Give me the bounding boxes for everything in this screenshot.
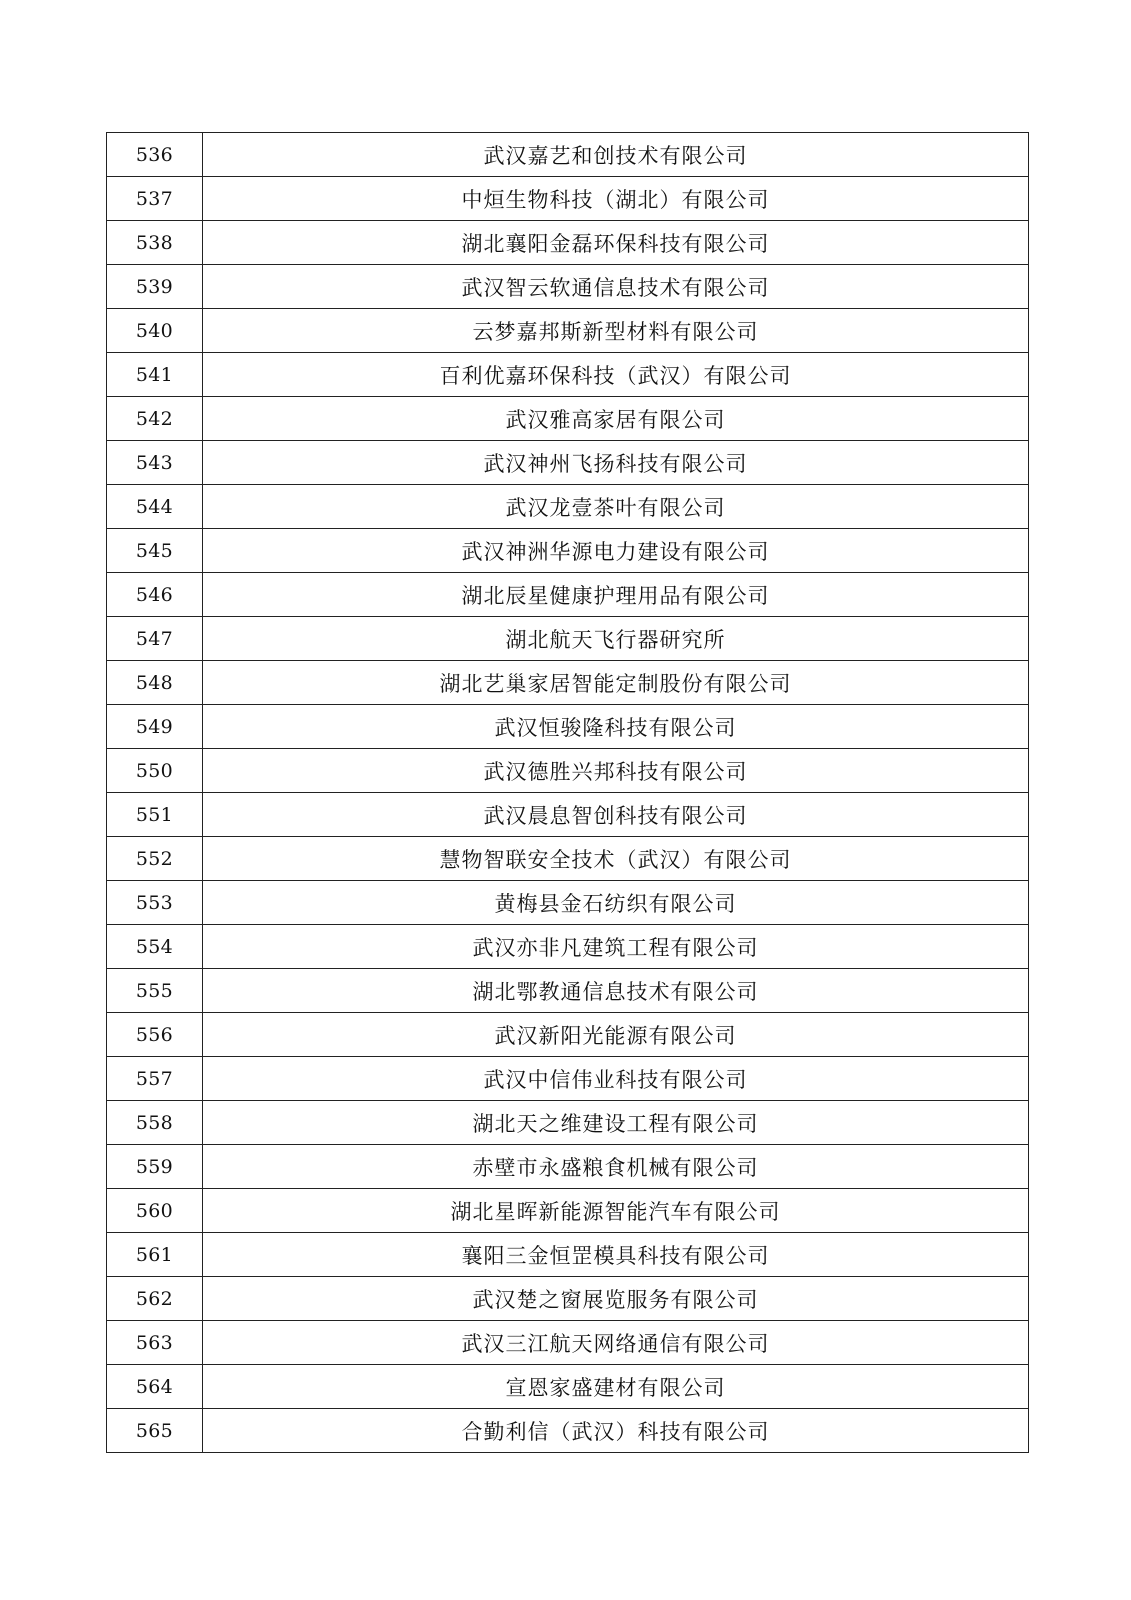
company-list-table <box>106 132 1029 1453</box>
row-number: 547 <box>107 617 203 661</box>
table-row <box>107 705 1029 749</box>
row-number: 543 <box>107 441 203 485</box>
table-row <box>107 661 1029 705</box>
table-row <box>107 529 1029 573</box>
row-number: 553 <box>107 881 203 925</box>
company-name: 合勤利信（武汉）科技有限公司 <box>203 1409 1029 1453</box>
table-row <box>107 177 1029 221</box>
company-name: 襄阳三金恒罡模具科技有限公司 <box>203 1233 1029 1277</box>
table-row <box>107 881 1029 925</box>
table-row <box>107 1145 1029 1189</box>
company-name: 武汉恒骏隆科技有限公司 <box>203 705 1029 749</box>
company-name: 武汉新阳光能源有限公司 <box>203 1013 1029 1057</box>
table-row <box>107 397 1029 441</box>
table-row <box>107 1057 1029 1101</box>
table-row <box>107 925 1029 969</box>
table-row <box>107 1321 1029 1365</box>
company-name: 湖北襄阳金磊环保科技有限公司 <box>203 221 1029 265</box>
table-row <box>107 1365 1029 1409</box>
table-row <box>107 617 1029 661</box>
row-number: 552 <box>107 837 203 881</box>
company-list-body <box>107 133 1029 1453</box>
table-row <box>107 309 1029 353</box>
table-row <box>107 133 1029 177</box>
company-name: 武汉神州飞扬科技有限公司 <box>203 441 1029 485</box>
company-name: 武汉德胜兴邦科技有限公司 <box>203 749 1029 793</box>
company-name: 云梦嘉邦斯新型材料有限公司 <box>203 309 1029 353</box>
table-row <box>107 837 1029 881</box>
row-number: 551 <box>107 793 203 837</box>
company-name: 湖北辰星健康护理用品有限公司 <box>203 573 1029 617</box>
row-number: 544 <box>107 485 203 529</box>
row-number: 549 <box>107 705 203 749</box>
company-name: 武汉晨息智创科技有限公司 <box>203 793 1029 837</box>
company-name: 慧物智联安全技术（武汉）有限公司 <box>203 837 1029 881</box>
row-number: 538 <box>107 221 203 265</box>
row-number: 541 <box>107 353 203 397</box>
row-number: 540 <box>107 309 203 353</box>
table-row <box>107 265 1029 309</box>
company-name: 黄梅县金石纺织有限公司 <box>203 881 1029 925</box>
company-name: 中烜生物科技（湖北）有限公司 <box>203 177 1029 221</box>
table-row <box>107 1277 1029 1321</box>
table-row <box>107 749 1029 793</box>
row-number: 565 <box>107 1409 203 1453</box>
company-name: 宣恩家盛建材有限公司 <box>203 1365 1029 1409</box>
row-number: 548 <box>107 661 203 705</box>
table-row <box>107 221 1029 265</box>
table-row <box>107 573 1029 617</box>
table-row <box>107 1409 1029 1453</box>
row-number: 545 <box>107 529 203 573</box>
company-name: 武汉亦非凡建筑工程有限公司 <box>203 925 1029 969</box>
company-name: 武汉智云软通信息技术有限公司 <box>203 265 1029 309</box>
company-name: 湖北艺巢家居智能定制股份有限公司 <box>203 661 1029 705</box>
table-row <box>107 969 1029 1013</box>
company-name: 武汉雅高家居有限公司 <box>203 397 1029 441</box>
table-row <box>107 1101 1029 1145</box>
company-name: 武汉嘉艺和创技术有限公司 <box>203 133 1029 177</box>
row-number: 550 <box>107 749 203 793</box>
company-name: 武汉中信伟业科技有限公司 <box>203 1057 1029 1101</box>
row-number: 536 <box>107 133 203 177</box>
row-number: 555 <box>107 969 203 1013</box>
company-name: 武汉三江航天网络通信有限公司 <box>203 1321 1029 1365</box>
row-number: 542 <box>107 397 203 441</box>
row-number: 564 <box>107 1365 203 1409</box>
company-name: 武汉龙壹茶叶有限公司 <box>203 485 1029 529</box>
company-name: 湖北航天飞行器研究所 <box>203 617 1029 661</box>
company-name: 武汉楚之窗展览服务有限公司 <box>203 1277 1029 1321</box>
company-name: 湖北天之维建设工程有限公司 <box>203 1101 1029 1145</box>
company-name: 赤壁市永盛粮食机械有限公司 <box>203 1145 1029 1189</box>
table-row <box>107 1013 1029 1057</box>
row-number: 557 <box>107 1057 203 1101</box>
company-name: 湖北星晖新能源智能汽车有限公司 <box>203 1189 1029 1233</box>
row-number: 558 <box>107 1101 203 1145</box>
row-number: 537 <box>107 177 203 221</box>
table-row <box>107 1189 1029 1233</box>
row-number: 561 <box>107 1233 203 1277</box>
row-number: 539 <box>107 265 203 309</box>
table-row <box>107 1233 1029 1277</box>
row-number: 563 <box>107 1321 203 1365</box>
row-number: 562 <box>107 1277 203 1321</box>
row-number: 554 <box>107 925 203 969</box>
table-row <box>107 353 1029 397</box>
row-number: 559 <box>107 1145 203 1189</box>
table-row <box>107 793 1029 837</box>
row-number: 556 <box>107 1013 203 1057</box>
table-row <box>107 485 1029 529</box>
table-row <box>107 441 1029 485</box>
company-name: 武汉神洲华源电力建设有限公司 <box>203 529 1029 573</box>
company-name: 百利优嘉环保科技（武汉）有限公司 <box>203 353 1029 397</box>
row-number: 560 <box>107 1189 203 1233</box>
row-number: 546 <box>107 573 203 617</box>
company-name: 湖北鄂教通信息技术有限公司 <box>203 969 1029 1013</box>
